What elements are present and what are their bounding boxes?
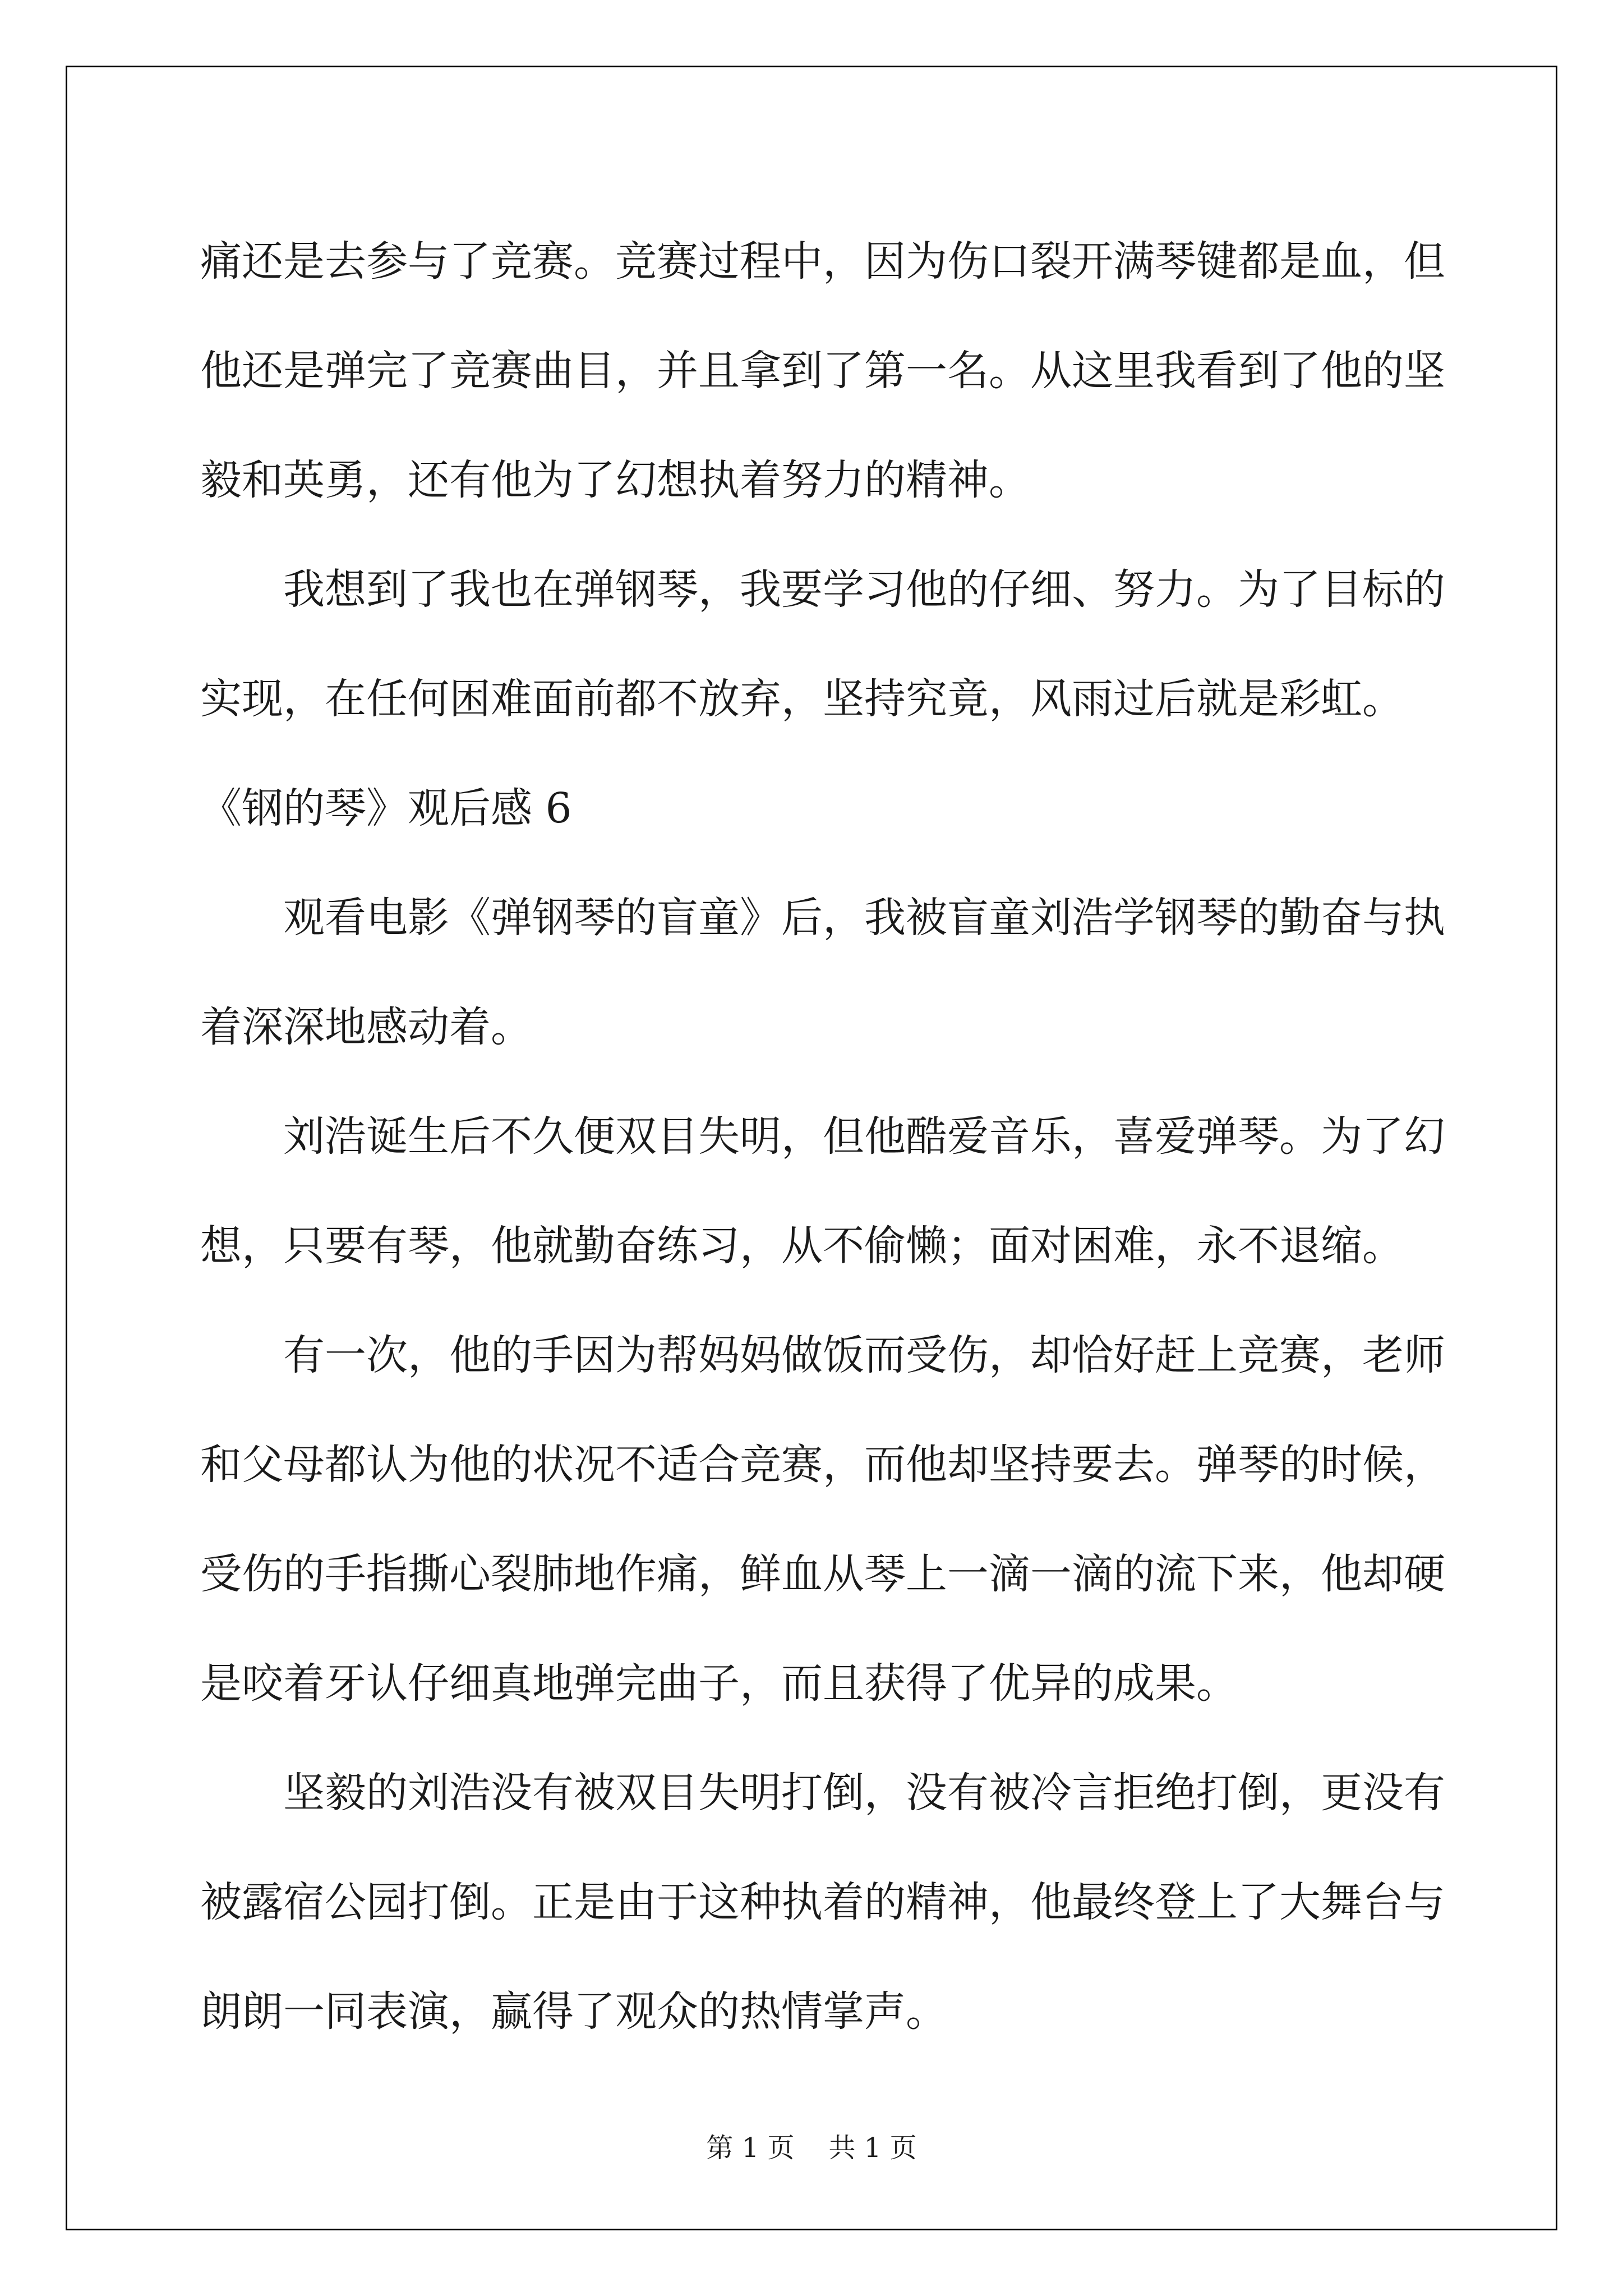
glyph: 合 <box>698 1440 740 1489</box>
glyph: 要 <box>1072 1440 1113 1489</box>
glyph: 一 <box>906 346 947 395</box>
glyph: 作 <box>615 1549 657 1598</box>
glyph: 他 <box>906 1440 947 1489</box>
text-line <box>200 1519 1445 1628</box>
glyph: 从 <box>1030 346 1072 395</box>
glyph: 时 <box>1321 1440 1362 1489</box>
glyph: 拿 <box>740 346 781 395</box>
glyph: 第 <box>864 346 906 395</box>
glyph: 我 <box>1155 346 1196 395</box>
glyph: 的 <box>1279 1440 1321 1489</box>
glyph: 的 <box>864 1878 906 1926</box>
glyph: 。 <box>574 237 615 286</box>
text-line: 有一次，他的手因为帮妈妈做饭而受伤，却恰好赶上竞赛，老师 <box>283 1331 1445 1379</box>
glyph: 为 <box>906 237 947 286</box>
glyph: 是 <box>283 346 325 395</box>
text-line: 朗朗一同表演，赢得了观众的热情掌声。 <box>200 1987 947 2036</box>
glyph: 琴 <box>1155 237 1196 286</box>
glyph: 他 <box>1030 1878 1072 1926</box>
glyph: 竞 <box>491 237 532 286</box>
glyph: 指 <box>366 1549 408 1598</box>
glyph: 键 <box>1196 237 1238 286</box>
glyph: 神 <box>947 1878 989 1926</box>
glyph: 父 <box>242 1440 283 1489</box>
glyph: 坚 <box>1404 346 1445 395</box>
glyph: 口 <box>989 237 1030 286</box>
glyph: 但 <box>1404 237 1445 286</box>
glyph: 他 <box>449 1440 491 1489</box>
glyph: 。 <box>491 1878 532 1926</box>
glyph: 露 <box>242 1878 283 1926</box>
glyph: 大 <box>1279 1878 1321 1926</box>
glyph: 到 <box>1238 346 1279 395</box>
glyph: 琴 <box>864 1549 906 1598</box>
glyph: 这 <box>698 1878 740 1926</box>
glyph: 一 <box>947 1549 989 1598</box>
glyph: 痛 <box>200 237 242 286</box>
glyph: 伤 <box>242 1549 283 1598</box>
glyph: 手 <box>325 1549 366 1598</box>
glyph: 到 <box>781 346 823 395</box>
glyph: 坚 <box>989 1440 1030 1489</box>
glyph: 因 <box>864 237 906 286</box>
glyph: 滴 <box>1072 1549 1113 1598</box>
glyph: 受 <box>200 1549 242 1598</box>
glyph: 却 <box>947 1440 989 1489</box>
text-line: 观看电影《弹钢琴的盲童》后，我被盲童刘浩学钢琴的勤奋与执 <box>283 893 1445 942</box>
glyph: 精 <box>906 1878 947 1926</box>
glyph: 一 <box>1030 1549 1072 1598</box>
glyph: 里 <box>1113 346 1155 395</box>
glyph: 下 <box>1196 1549 1238 1598</box>
text-line: 坚毅的刘浩没有被双目失明打倒，没有被冷言拒绝打倒，更没有 <box>283 1768 1445 1817</box>
glyph: 流 <box>1155 1549 1196 1598</box>
glyph: 种 <box>740 1878 781 1926</box>
glyph: 还 <box>242 346 283 395</box>
page-number: 第 1 页 共 1 页 <box>706 2132 917 2164</box>
glyph: 去 <box>325 237 366 286</box>
text-line: 着深深地感动着。 <box>200 1002 532 1051</box>
glyph: 参 <box>366 237 408 286</box>
glyph: 却 <box>1362 1549 1404 1598</box>
text-line <box>200 1847 1445 1957</box>
text-line: 我想到了我也在弹钢琴，我要学习他的仔细、努力。为了目标的 <box>283 565 1445 614</box>
glyph: 公 <box>325 1878 366 1926</box>
glyph: 况 <box>574 1440 615 1489</box>
glyph: 鲜 <box>740 1549 781 1598</box>
glyph: 持 <box>1030 1440 1072 1489</box>
glyph: 弹 <box>325 346 366 395</box>
glyph: 的 <box>1362 346 1404 395</box>
glyph: 。 <box>1155 1440 1196 1489</box>
glyph: 认 <box>366 1440 408 1489</box>
glyph: 园 <box>366 1878 408 1926</box>
glyph: 竞 <box>740 1440 781 1489</box>
glyph: 满 <box>1113 237 1155 286</box>
glyph: 弹 <box>1196 1440 1238 1489</box>
glyph: 都 <box>1238 237 1279 286</box>
glyph: ， <box>1404 1440 1445 1489</box>
glyph: 曲 <box>532 346 574 395</box>
glyph: 裂 <box>1030 237 1072 286</box>
text-line: 想，只要有琴，他就勤奋练习，从不偷懒；面对困难，永不退缩。 <box>200 1221 1404 1270</box>
glyph: 台 <box>1362 1878 1404 1926</box>
glyph: 心 <box>449 1549 491 1598</box>
glyph: 且 <box>698 346 740 395</box>
glyph: 的 <box>1113 1549 1155 1598</box>
glyph: 是 <box>574 1878 615 1926</box>
glyph: 滴 <box>989 1549 1030 1598</box>
glyph: 并 <box>657 346 698 395</box>
glyph: 。 <box>989 346 1030 395</box>
glyph: 血 <box>1321 237 1362 286</box>
glyph: 了 <box>823 346 864 395</box>
text-line: 毅和英勇，还有他为了幻想执着努力的精神。 <box>200 455 1030 504</box>
text-line <box>200 206 1445 316</box>
glyph: 与 <box>1404 1878 1445 1926</box>
glyph: 候 <box>1362 1440 1404 1489</box>
glyph: 上 <box>1196 1878 1238 1926</box>
glyph: 来 <box>1238 1549 1279 1598</box>
glyph: 的 <box>283 1549 325 1598</box>
glyph: 宿 <box>283 1878 325 1926</box>
glyph: 倒 <box>449 1878 491 1926</box>
glyph: 都 <box>325 1440 366 1489</box>
glyph: 状 <box>532 1440 574 1489</box>
glyph: 他 <box>1321 1549 1362 1598</box>
text-line <box>200 1410 1445 1519</box>
glyph: 中 <box>781 237 823 286</box>
glyph: 还 <box>242 237 283 286</box>
glyph: 赛 <box>532 237 574 286</box>
glyph: ， <box>1279 1549 1321 1598</box>
glyph: 伤 <box>947 237 989 286</box>
glyph: 被 <box>200 1878 242 1926</box>
glyph: 了 <box>449 237 491 286</box>
glyph: 与 <box>408 237 449 286</box>
text-line <box>200 316 1445 425</box>
glyph: 最 <box>1072 1878 1113 1926</box>
glyph: 不 <box>615 1440 657 1489</box>
glyph: 从 <box>823 1549 864 1598</box>
glyph: 竞 <box>449 346 491 395</box>
glyph: 赛 <box>491 346 532 395</box>
glyph: 裂 <box>491 1549 532 1598</box>
section-heading: 《钢的琴》观后感 6 <box>200 784 572 832</box>
glyph: 上 <box>906 1549 947 1598</box>
glyph: 由 <box>615 1878 657 1926</box>
glyph: 了 <box>408 346 449 395</box>
glyph: 而 <box>864 1440 906 1489</box>
glyph: 程 <box>740 237 781 286</box>
text-line: 是咬着牙认仔细真地弹完曲子，而且获得了优异的成果。 <box>200 1659 1238 1708</box>
glyph: 这 <box>1072 346 1113 395</box>
glyph: 目 <box>574 346 615 395</box>
glyph: ， <box>823 237 864 286</box>
glyph: 了 <box>1238 1878 1279 1926</box>
glyph: 硬 <box>1404 1549 1445 1598</box>
glyph: 着 <box>823 1878 864 1926</box>
text-line: 刘浩诞生后不久便双目失明，但他酷爱音乐，喜爱弹琴。为了幻 <box>283 1112 1445 1161</box>
glyph: 撕 <box>408 1549 449 1598</box>
glyph: 执 <box>781 1878 823 1926</box>
text-line: 实现，在任何困难面前都不放弃，坚持究竟，风雨过后就是彩虹。 <box>200 674 1404 723</box>
document-body <box>200 206 1445 2066</box>
glyph: 了 <box>1279 346 1321 395</box>
glyph: 过 <box>698 237 740 286</box>
glyph: 母 <box>283 1440 325 1489</box>
glyph: 名 <box>947 346 989 395</box>
glyph: 赛 <box>781 1440 823 1489</box>
glyph: 他 <box>1321 346 1362 395</box>
glyph: ， <box>989 1878 1030 1926</box>
glyph: 开 <box>1072 237 1113 286</box>
glyph: 登 <box>1155 1878 1196 1926</box>
glyph: ， <box>1362 237 1404 286</box>
glyph: 看 <box>1196 346 1238 395</box>
glyph: 是 <box>1279 237 1321 286</box>
glyph: 适 <box>657 1440 698 1489</box>
glyph: 舞 <box>1321 1878 1362 1926</box>
glyph: 去 <box>1113 1440 1155 1489</box>
glyph: 竞 <box>615 237 657 286</box>
glyph: 痛 <box>657 1549 698 1598</box>
glyph: ， <box>698 1549 740 1598</box>
glyph: 打 <box>408 1878 449 1926</box>
glyph: 的 <box>491 1440 532 1489</box>
glyph: 地 <box>574 1549 615 1598</box>
glyph: ， <box>615 346 657 395</box>
glyph: 终 <box>1113 1878 1155 1926</box>
glyph: 血 <box>781 1549 823 1598</box>
glyph: 完 <box>366 346 408 395</box>
glyph: 正 <box>532 1878 574 1926</box>
glyph: 是 <box>283 237 325 286</box>
glyph: 琴 <box>1238 1440 1279 1489</box>
glyph: 于 <box>657 1878 698 1926</box>
glyph: ， <box>823 1440 864 1489</box>
glyph: 肺 <box>532 1549 574 1598</box>
glyph: 赛 <box>657 237 698 286</box>
glyph: 为 <box>408 1440 449 1489</box>
glyph: 他 <box>200 346 242 395</box>
glyph: 和 <box>200 1440 242 1489</box>
